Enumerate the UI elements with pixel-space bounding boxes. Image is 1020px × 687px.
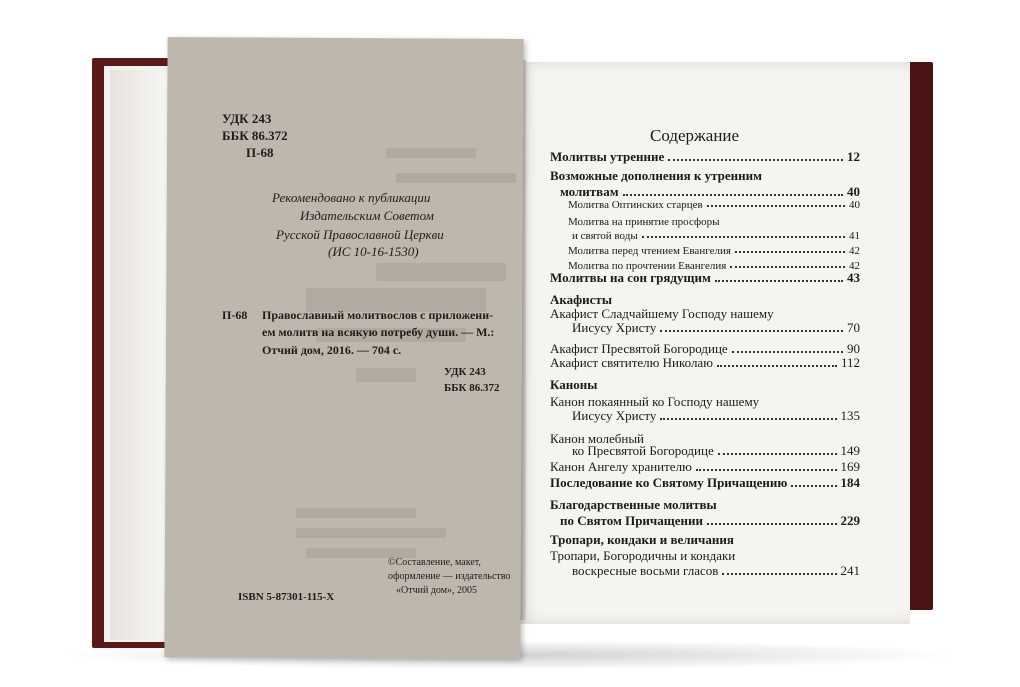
toc-entry-label: Акафист Пресвятой Богородице — [550, 341, 728, 356]
toc-entry-label: Иисусу Христу — [572, 408, 657, 423]
toc-page-number: 169 — [840, 459, 860, 474]
toc-entry-label: Возможные дополнения к утренним — [550, 168, 762, 183]
toc-entry-label: Молитва на принятие просфоры — [568, 216, 720, 228]
toc-entry-label: Тропари, кондаки и величания — [550, 532, 734, 547]
toc-leader-dots — [735, 251, 845, 253]
author-code: П-68 — [246, 145, 274, 160]
toc-entry — [550, 168, 762, 184]
copyright-line-3: «Отчий дом», 2005 — [396, 585, 478, 596]
toc-page-number: 70 — [847, 320, 860, 335]
toc-entry-label: Благодарственные молитвы — [550, 497, 717, 512]
entry-line-2: ем молитв на всякую потребу души. — М.: — [262, 325, 495, 339]
copyright-line-1: ©Составление, макет, — [388, 557, 481, 568]
toc-entry-label: Молитва по прочтении Евангелия — [568, 260, 727, 272]
toc-leader-dots — [642, 236, 845, 238]
toc-entry-label: Последование ко Святому Причащению — [550, 475, 788, 490]
toc-entry — [550, 459, 860, 475]
toc-page-number: 149 — [840, 443, 860, 458]
toc-leader-dots — [623, 194, 843, 196]
recommend-line-4: (ИС 10-16-1530) — [328, 244, 419, 259]
toc-entry — [550, 475, 860, 491]
toc-leader-dots — [660, 330, 843, 332]
entry-line-3: Отчий дом, 2016. — 704 с. — [262, 343, 402, 357]
toc-entry-label: молитвам — [560, 184, 619, 199]
toc-page-number: 42 — [849, 260, 860, 272]
toc-entry — [550, 497, 717, 513]
toc-entry-label: и святой воды — [572, 230, 638, 242]
toc-entry — [560, 513, 860, 529]
page-edges — [110, 70, 170, 640]
toc-page-number: 184 — [840, 475, 860, 490]
toc-entry — [568, 216, 720, 228]
toc-entry-label: Молитва перед чтением Евангелия — [568, 245, 731, 257]
toc-leader-dots — [791, 485, 836, 487]
toc-title: Содержание — [650, 126, 740, 145]
toc-entry-label: Тропари, Богородичны и кондаки — [550, 548, 736, 563]
toc-entry-label: Каноны — [550, 377, 598, 392]
recommend-line-2: Издательским Советом — [300, 208, 434, 223]
toc-entry — [568, 245, 860, 257]
toc-leader-dots — [715, 280, 843, 282]
toc-page-number: 90 — [847, 341, 860, 356]
toc-leader-dots — [668, 159, 843, 161]
toc-leader-dots — [696, 469, 837, 471]
toc-page-number: 43 — [847, 270, 860, 285]
toc-page-number: 241 — [840, 563, 860, 578]
toc-entry — [572, 320, 860, 336]
toc-entry-label: Канон молебный — [550, 431, 645, 446]
recommend-line-1: Рекомендовано к публикации — [272, 190, 431, 205]
toc-page-number: 135 — [840, 408, 860, 423]
toc-entry-label: Иисусу Христу — [572, 320, 657, 335]
toc-leader-dots — [718, 453, 837, 455]
udk-code-2: УДК 243 — [444, 366, 486, 378]
toc-page-number: 229 — [840, 513, 860, 528]
entry-line-1: Православный молитвослов с приложени- — [262, 308, 494, 322]
toc-entry-label: Молитва Оптинских старцев — [568, 199, 703, 211]
toc-entry-label: Акафист Сладчайшему Господу нашему — [550, 306, 774, 321]
isbn-number: ISBN 5-87301-115-X — [238, 591, 335, 603]
bbk-code-2: ББК 86.372 — [444, 382, 500, 394]
toc-entry — [550, 355, 860, 371]
copyright-line-2: оформление — издательство — [388, 571, 511, 582]
toc-leader-dots — [660, 418, 836, 420]
toc-leader-dots — [707, 205, 845, 207]
toc-entry — [572, 230, 860, 242]
toc-entry-label: Канон Ангелу хранителю — [550, 459, 692, 474]
toc-leader-dots — [722, 573, 836, 575]
toc-entry — [568, 199, 860, 211]
toc-page-number: 41 — [849, 230, 860, 242]
toc-page-number: 112 — [840, 355, 860, 370]
toc-entry-label: Канон покаянный ко Господу нашему — [550, 394, 760, 409]
toc-entry — [560, 184, 860, 200]
toc-entry — [572, 563, 860, 579]
toc-leader-dots — [732, 351, 843, 353]
toc-page-number: 42 — [849, 245, 860, 257]
toc-entry — [550, 270, 860, 286]
toc-entry-label: воскресные восьми гласов — [572, 563, 719, 578]
toc-entry — [550, 548, 735, 564]
toc-entry — [550, 532, 734, 548]
toc-leader-dots — [730, 266, 845, 268]
toc-entry-label: Акафист святителю Николаю — [550, 355, 713, 370]
toc-entry — [550, 377, 597, 393]
entry-code: П-68 — [222, 308, 248, 322]
toc-entry — [572, 408, 860, 424]
toc-entry — [572, 443, 860, 459]
toc-entry — [550, 149, 860, 165]
toc-page-number: 12 — [847, 149, 860, 164]
toc-entry-label: Молитвы утренние — [550, 149, 665, 164]
toc-entry-label: ко Пресвятой Богородице — [572, 443, 714, 458]
toc-leader-dots — [707, 523, 837, 525]
toc-entry-label: Молитвы на сон грядущим — [550, 270, 711, 285]
toc-page-number: 40 — [849, 199, 860, 211]
bbk-code: ББК 86.372 — [222, 128, 288, 143]
udk-code: УДК 243 — [222, 111, 272, 126]
toc-leader-dots — [717, 365, 837, 367]
toc-page-number: 40 — [847, 184, 860, 199]
recommend-line-3: Русской Православной Церкви — [276, 227, 444, 242]
toc-entry-label: по Святом Причащении — [560, 513, 703, 528]
toc-entry-label: Акафисты — [550, 292, 612, 307]
